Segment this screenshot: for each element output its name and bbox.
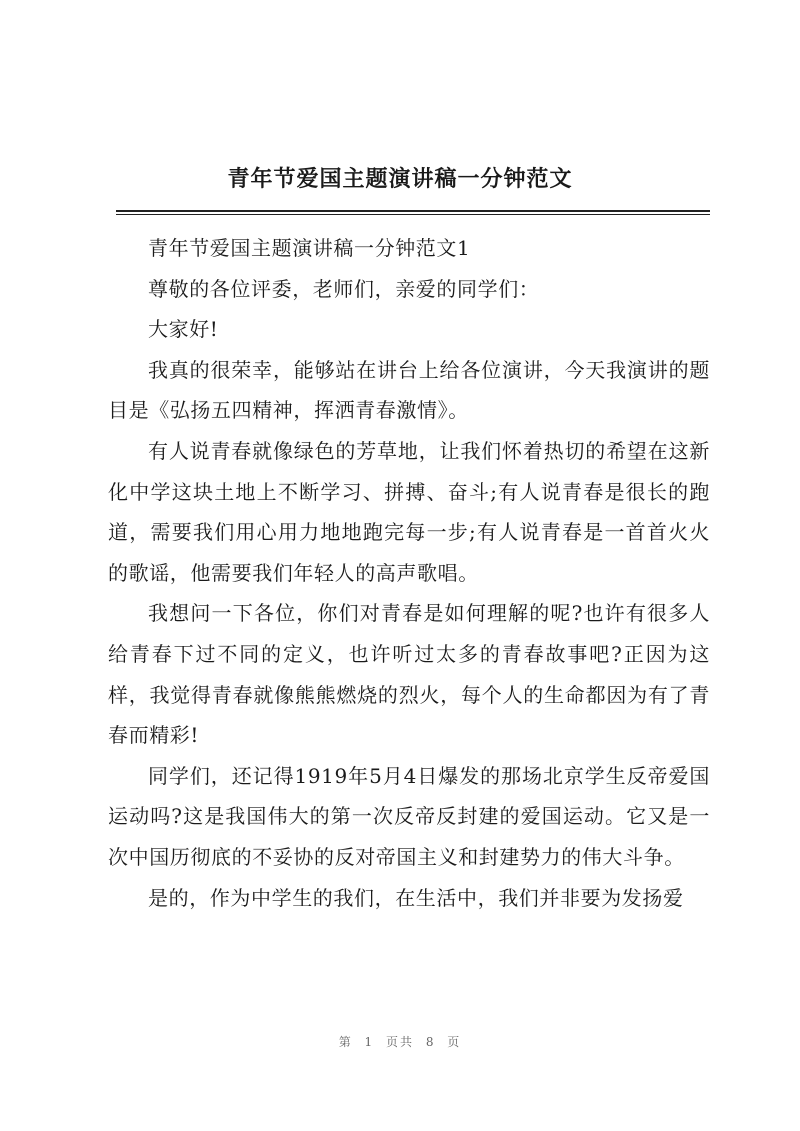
paragraph: 是的，作为中学生的我们，在生活中，我们并非要为发扬爱 <box>148 885 684 910</box>
title-divider-thin <box>116 214 710 215</box>
title-divider-thick <box>116 210 710 212</box>
paragraph: 我想问一下各位，你们对青春是如何理解的呢?也许有很多人给青春下过不同的定义，也许听过太多的青春故事吧?正因为这样，我觉得青春就像熊熊燃烧的烈火，每个人的生命都因为有了青春而精彩! <box>108 601 710 748</box>
document-body <box>108 228 710 918</box>
paragraph: 有人说青春就像绿色的芳草地，让我们怀着热切的希望在这新化中学这块土地上不断学习、拼搏、奋斗;有人说青春是很长的跑道，需要我们用心用力地地跑完每一步;有人说青春是一首首火火的歌谣，他需要我们年轻人的高声歌唱。 <box>108 438 710 585</box>
paragraph-greeting: 大家好! <box>148 317 219 342</box>
paragraph-salutation: 尊敬的各位评委，老师们，亲爱的同学们： <box>148 276 540 301</box>
document-title: 青年节爱国主题演讲稿一分钟范文 <box>227 166 573 192</box>
paragraph: 同学们，还记得1919年5月4日爆发的那场北京学生反帝爱国运动吗?这是我国伟大的第一次反帝反封建的爱国运动。它又是一次中国历彻底的不妥协的反对帝国主义和封建势力的伟大斗争。 <box>108 763 710 869</box>
paragraph: 我真的很荣幸，能够站在讲台上给各位演讲，今天我演讲的题目是《弘扬五四精神，挥洒青春激情》。 <box>108 357 710 423</box>
page-number-footer: 第 1 页共 8 页 <box>338 1035 462 1049</box>
paragraph-heading: 青年节爱国主题演讲稿一分钟范文1 <box>148 236 471 260</box>
